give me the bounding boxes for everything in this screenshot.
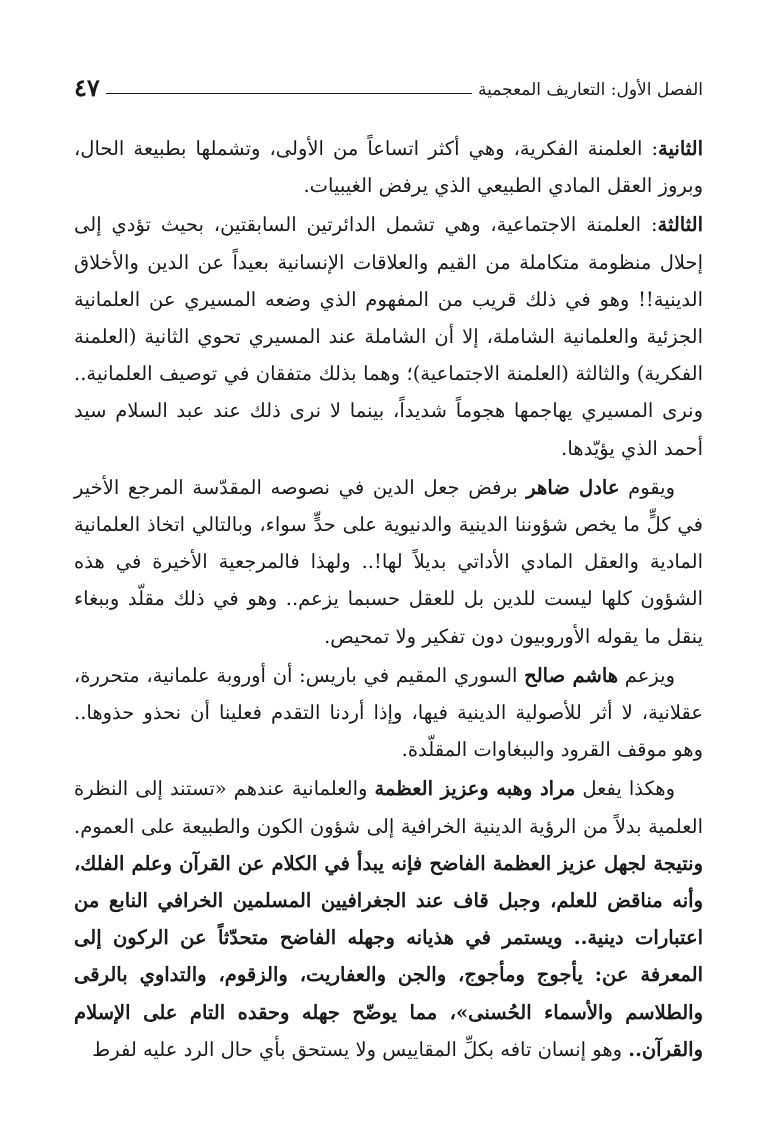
paragraph-lead: الثالثة	[657, 213, 703, 237]
running-header	[74, 60, 703, 100]
paragraph-adel-daher	[74, 469, 703, 655]
paragraph-text: برفض جعل الدين في نصوصه المقدّسة المرجع الأخير في كلٍّ ما يخص شؤوننا الدينية والدنيوية على حدٍّ سواء، وبالتالي اتخاذ العلمانية المادية والعقل المادي الأداتي بديلاً لها!.. ولهذا فالمرجعية الأخيرة في هذه الشؤون كلها ليست للدين بل للعقل حسبما يزعم.. وهو في ذلك مقلّد وببغاء ينقل ما يقوله الأوروبيون دون تفكير ولا تمحيص.	[74, 475, 703, 648]
paragraph-prefix: وهكذا يفعل	[575, 777, 675, 801]
person-name: مراد وهبه وعزيز العظمة	[374, 777, 576, 801]
person-name: هاشم صالح	[524, 663, 619, 687]
paragraph-hashem-saleh	[74, 657, 703, 769]
paragraph-tail: وهو إنسان تافه بكلِّ المقاييس ولا يستحق بأي حال الرد عليه لفرط	[92, 1037, 629, 1061]
book-page	[74, 60, 703, 1102]
running-title: الفصل الأول: التعاريف المعجمية	[478, 80, 703, 100]
header-rule	[106, 93, 472, 94]
paragraph-lead: الثانية	[658, 137, 703, 160]
paragraph-text: والعلمانية عندهم «تستند إلى النظرة العلمية بدلاً من الرؤية الدينية الخرافية إلى شؤون الكون والطبيعة على العموم.	[74, 777, 703, 838]
person-name: عادل ضاهر	[526, 475, 620, 499]
paragraph-murad-wahba	[74, 770, 703, 1068]
body-text	[74, 130, 703, 1068]
paragraph-second-type	[74, 130, 703, 204]
paragraph-prefix: ويزعم	[618, 663, 675, 687]
paragraph-third-type	[74, 206, 703, 466]
paragraph-text: : العلمنة الفكرية، وهي أكثر اتساعاً من الأولى، وتشملها بطبيعة الحال، وبروز العقل المادي الطبيعي الذي يرفض الغيبيات.	[74, 137, 703, 198]
bold-passage: ونتيجة لجهل عزيز العظمة الفاضح فإنه يبدأ في الكلام عن القرآن وعلم الفلك، وأنه مناقض للعلم، وجبل قاف عند الجغرافيين المسلمين الخرافي النابع من اعتبارات دينية.. ويستمر في هذيانه وجهله الفاضح متحدّثاً عن الركون إلى المعرفة عن: يأجوج ومأجوج، والجن والعفاريت، والزقوم، والتداوي بالرقى والطلاسم والأسماء الحُسنى»، مما يوضّح جهله وحقده التام على الإسلام والقرآن..	[74, 851, 703, 1061]
paragraph-text: : العلمنة الاجتماعية، وهي تشمل الدائرتين السابقتين، بحيث تؤدي إلى إحلال منظومة متكاملة من القيم والعلاقات الإنسانية بعيداً عن الدين والأخلاق الدينية!! وهو في ذلك قريب من المفهوم الذي وضعه المسيري عن العلمانية الجزئية والعلمانية الشاملة، إلا أن الشاملة عند المسيري تحوي الثانية (العلمنة الفكرية) والثالثة (العلمنة الاجتماعية)؛ وهما بذلك متفقان في توصيف العلمانية.. ونرى المسيري يهاجمها هجوماً شديداً، بينما لا نرى ذلك عند عبد السلام سيد أحمد الذي يؤيّدها.	[74, 213, 703, 460]
paragraph-text: السوري المقيم في باريس: أن أوروبة علمانية، متحررة، عقلانية، لا أثر للأصولية الدينية فيها، وإذا أردنا التقدم فعلينا أن نحذو حذوها.. وهو موقف القرود والببغاوات المقلّدة.	[74, 663, 703, 762]
page-number: ٤٧	[74, 73, 100, 102]
paragraph-prefix: ويقوم	[619, 475, 676, 499]
